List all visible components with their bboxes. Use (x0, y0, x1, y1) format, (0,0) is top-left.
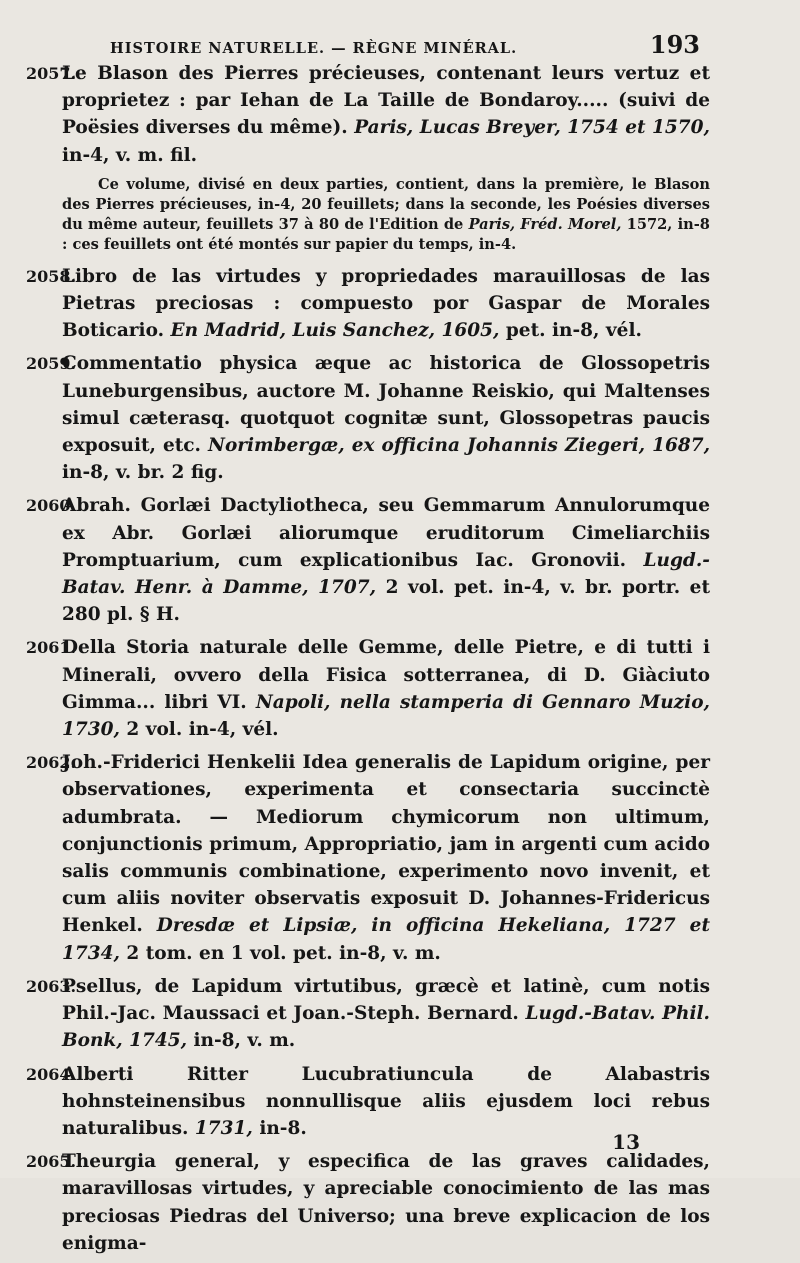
entry-format: 2 vol. pet. in-4, v. br. portr. et 280 pl. § H. (62, 577, 710, 626)
entry-text: Della Storia naturale delle Gemme, delle Pietre, e di tutti i Minerali, ovvero della Fisica sotterranea, di D. Giàciuto Gimma... libri VI. (62, 637, 710, 713)
entry-text: Libro de las virtudes y propriedades marauillosas de las Pietras preciosas : compuesto por Gaspar de Morales Boticario. (62, 265, 710, 342)
entry-text: Joh.-Friderici Henkelii Idea generalis de Lapidum origine, per observationes, experimenta et consectaria succinctè adumbrata. — Mediorum chymicorum non ultimum, conjunctionis primum, Appropriatio, jam in argenti cum acido salis communis combinatione, experimento novo invenit, et cum aliis noviter observatis exposuit D. Johannes-Fridericus Henkel. (62, 752, 710, 937)
entry-imprint: Napoli, nella stamperia di Gennaro Muzio, 1730, (62, 691, 710, 741)
entry-number: 2060. (26, 496, 77, 516)
entry-text: Theurgia general, y especifica de las graves calidades, maravillosas virtudes, y apreciable conocimiento de las mas preciosas Piedras del Universo; una breve explicacion de los enigma- (62, 1151, 710, 1254)
catalogue-entry (26, 1061, 710, 1143)
entry-text: Commentatio physica æque ac historica de Glossopetris Luneburgensibus, auctore M. Johanne Reiskio, qui Maltenses simul cæterasq. quotquot cognitæ sunt, Glossopetras paucis exposuit, etc. (62, 353, 710, 457)
entry-imprint: Dresdæ et Lipsiæ, in officina Hekeliana, 1727 et 1734, (62, 915, 710, 964)
entry-number: 2063. (26, 976, 77, 996)
entry-imprint: Lugd.-Batav. Phil. Bonk, 1745, (62, 1003, 710, 1052)
catalogue-entry (26, 634, 710, 743)
entry-imprint: Lugd.-Batav. Henr. à Damme, 1707, (62, 549, 710, 599)
entry-number: 2058. (26, 266, 77, 286)
entry-imprint: Norimbergæ, ex officina Johannis Ziegeri, 1687, (208, 435, 711, 457)
catalogue-entry (26, 492, 710, 628)
entry-format: pet. in-8, vél. (505, 320, 642, 342)
catalogue-entry (26, 973, 710, 1055)
page-header (110, 30, 700, 59)
entry-text: Psellus, de Lapidum virtutibus, græcè et latinè, cum notis Phil.-Jac. Maussaci et Joan.-Steph. Bernard. (62, 975, 710, 1025)
entry-imprint: En Madrid, Luis Sanchez, 1605, (170, 320, 500, 342)
running-head: HISTOIRE NATURELLE. — RÈGNE MINÉRAL. (110, 40, 518, 57)
catalogue-entry (26, 350, 710, 486)
catalogue-entries (26, 60, 710, 1263)
entry-text: Le Blason des Pierres précieuses, contenant leurs vertuz et proprietez : par Iehan de La Taille de Bondaroy..... (suivi de Poësies diverses du même). (62, 63, 710, 139)
entry-number: 2059. (26, 354, 77, 374)
note-text: Ce volume, divisé en deux parties, contient, dans la première, le Blason des Pierres précieuses, in-4, 20 feuillets; dans la seconde, les Poésies diverses du même auteur, feuillets 37 à 80 de l'Edition de (62, 175, 710, 233)
entry-number: 2064. (26, 1064, 77, 1084)
entry-imprint: 1731, (194, 1117, 253, 1139)
note-tail: 1572, in-8 : ces feuillets ont été montés sur papier du temps, in-4. (62, 215, 710, 253)
catalogue-entry (26, 749, 710, 967)
catalogue-entry (26, 60, 710, 169)
entry-imprint: Paris, Lucas Breyer, 1754 et 1570, (354, 117, 710, 139)
entry-format: in-8. (259, 1117, 307, 1139)
entry-format: in-8, v. br. 2 fig. (62, 462, 224, 484)
catalogue-entry (26, 1148, 710, 1257)
entry-text: Alberti Ritter Lucubratiuncula de Alabastris hohnsteinensibus nonnullisque aliis ejusdem loci rebus naturalibus. (62, 1063, 710, 1139)
entry-number: 2057. (26, 64, 77, 83)
catalogue-entry (26, 263, 710, 345)
entry-number: 2062. (26, 753, 77, 773)
signature-mark: 13 (612, 1130, 640, 1154)
entry-format: 2 vol. in-4, vél. (126, 719, 279, 741)
page-number: 193 (649, 30, 700, 59)
entry-format: in-4, v. m. fil. (62, 144, 198, 166)
entry-number: 2065. (26, 1152, 77, 1172)
entry-format: 2 tom. en 1 vol. pet. in-8, v. m. (126, 942, 441, 964)
entry-format: in-8, v. m. (193, 1030, 296, 1052)
entry-note (26, 175, 710, 255)
entry-number: 2061. (26, 638, 77, 658)
entry-text: Abrah. Gorlæi Dactyliotheca, seu Gemmarum Annulorumque ex Abr. Gorlæi aliorumque eruditorum Cimeliarchiis Promptuarium, cum explicationibus Iac. Gronovii. (62, 495, 710, 571)
note-imprint: Paris, Fréd. Morel, (468, 215, 622, 233)
